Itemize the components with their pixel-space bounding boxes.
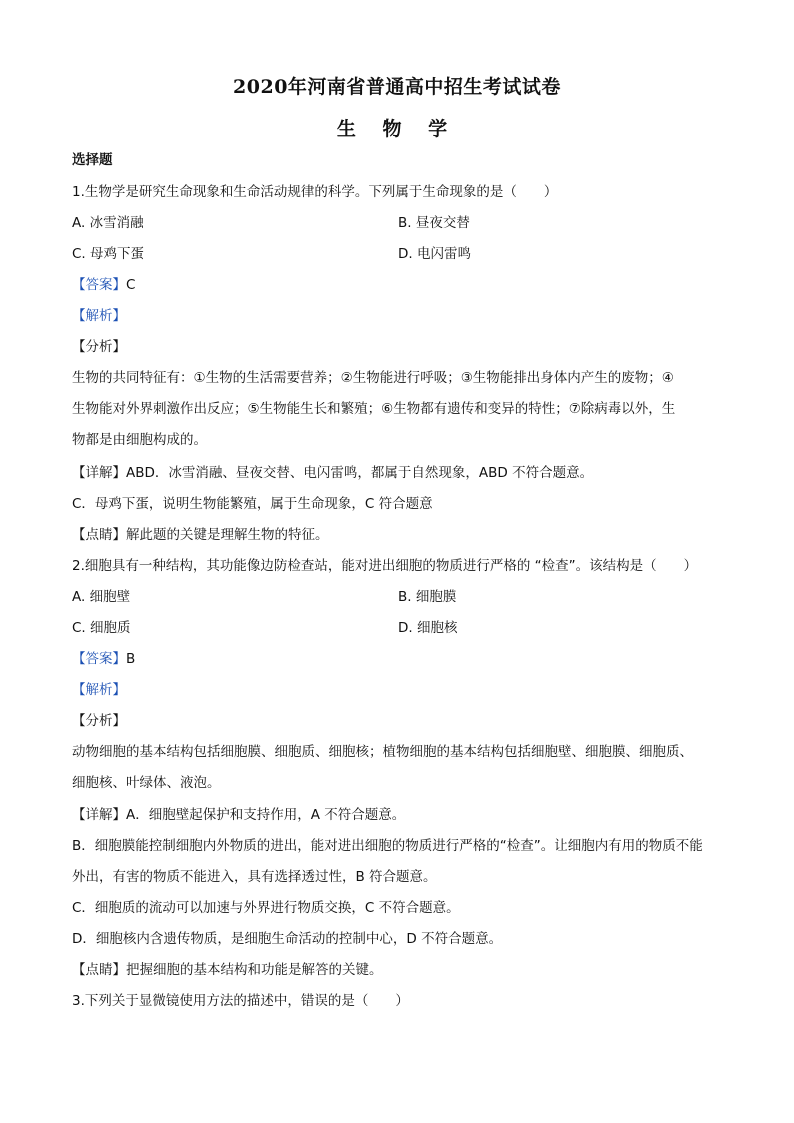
q2-jiexi-tag: 【解析】 [72, 682, 126, 698]
section-heading: 选择题 [72, 152, 113, 168]
xiangjie-tag: 【详解】 [72, 807, 126, 823]
xiangjie-tag: 【详解】 [72, 465, 126, 481]
q1-option-d: D. 电闪雷鸣 [398, 246, 471, 262]
q1-fenxi-line-3: 物都是由细胞构成的。 [72, 432, 207, 448]
exam-title: 2020年河南省普通高中招生考试试卷 [233, 76, 561, 98]
dianjing-tag: 【点睛】 [72, 527, 126, 543]
q2-fenxi-line-1: 动物细胞的基本结构包括细胞膜、细胞质、细胞核；植物细胞的基本结构包括细胞壁、细胞膜、细胞质、 [72, 744, 693, 760]
q1-fenxi-line-1: 生物的共同特征有：①生物的生活需要营养；②生物能进行呼吸；③生物能排出身体内产生的废物；④ [72, 370, 674, 386]
q1-dianjing-text: 解此题的关键是理解生物的特征。 [126, 527, 329, 543]
q2-dianjing-text: 把握细胞的基本结构和功能是解答的关键。 [126, 962, 383, 978]
q1-option-b: B. 昼夜交替 [398, 215, 470, 231]
q2-fenxi-tag: 【分析】 [72, 713, 126, 729]
q1-fenxi-tag: 【分析】 [72, 339, 126, 355]
q2-answer-row [72, 649, 135, 669]
q2-dianjing-row [72, 960, 383, 980]
q2-xiangjie-line-1: A．细胞壁起保护和支持作用，A 不符合题意。 [126, 807, 406, 823]
q2-option-c: C. 细胞质 [72, 620, 131, 636]
q1-xiangjie-line-1: ABD．冰雪消融、昼夜交替、电闪雷鸣，都属于自然现象，ABD 不符合题意。 [126, 465, 594, 481]
q1-xiangjie-row [72, 463, 593, 483]
q2-xiangjie-line-2: B．细胞膜能控制细胞内外物质的进出，能对进出细胞的物质进行严格的“检查”。让细胞内有用的物质不能 [72, 838, 703, 854]
q2-answer-value: B [126, 651, 136, 667]
q2-xiangjie-line-5: D．细胞核内含遗传物质，是细胞生命活动的控制中心，D 不符合题意。 [72, 931, 503, 947]
q1-answer-row [72, 275, 135, 295]
answer-tag: 【答案】 [72, 277, 126, 293]
question-3-stem: 3.下列关于显微镜使用方法的描述中，错误的是（ ） [72, 993, 409, 1009]
q1-xiangjie-line-2: C．母鸡下蛋，说明生物能繁殖，属于生命现象，C 符合题意 [72, 496, 433, 512]
answer-tag: 【答案】 [72, 651, 126, 667]
q2-option-d: D. 细胞核 [398, 620, 458, 636]
q1-jiexi-tag: 【解析】 [72, 308, 126, 324]
question-2-stem: 2.细胞具有一种结构，其功能像边防检查站，能对进出细胞的物质进行严格的 “检查”。该结构是（ ） [72, 558, 698, 574]
q1-dianjing-row [72, 525, 329, 545]
q2-option-a: A. 细胞壁 [72, 589, 131, 605]
q1-option-c: C. 母鸡下蛋 [72, 246, 145, 262]
q2-xiangjie-row [72, 805, 405, 825]
q2-xiangjie-line-3: 外出，有害的物质不能进入，具有选择透过性，B 符合题意。 [72, 869, 437, 885]
subject-title: 生 物 学 [336, 118, 458, 140]
q2-fenxi-line-2: 细胞核、叶绿体、液泡。 [72, 775, 221, 791]
question-1-stem: 1.生物学是研究生命现象和生命活动规律的科学。下列属于生命现象的是（ ） [72, 184, 558, 200]
q1-option-a: A. 冰雪消融 [72, 215, 144, 231]
q1-answer-value: C [126, 277, 136, 293]
dianjing-tag: 【点睛】 [72, 962, 126, 978]
q2-option-b: B. 细胞膜 [398, 589, 457, 605]
q1-fenxi-line-2: 生物能对外界刺激作出反应；⑤生物能生长和繁殖；⑥生物都有遗传和变异的特性；⑦除病毒以外，生 [72, 401, 676, 417]
q2-xiangjie-line-4: C．细胞质的流动可以加速与外界进行物质交换，C 不符合题意。 [72, 900, 460, 916]
